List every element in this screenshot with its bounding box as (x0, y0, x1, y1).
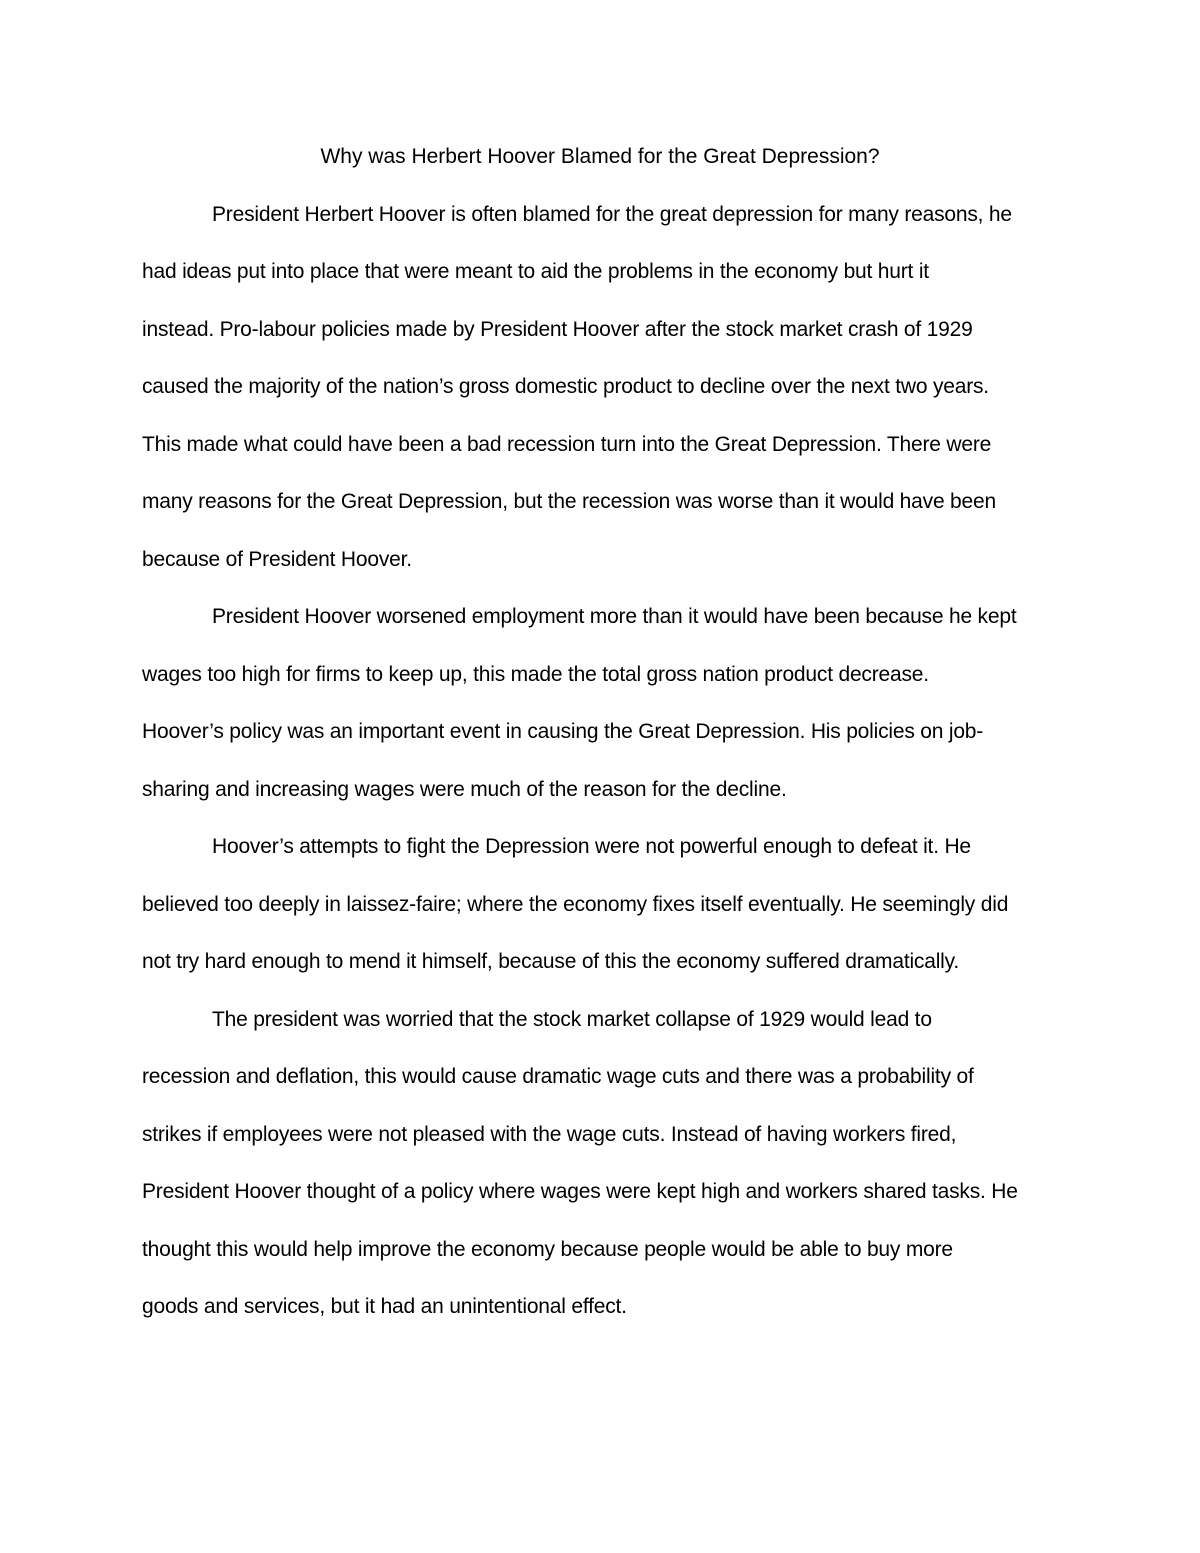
paragraph-1-line-2: had ideas put into place that were meant to aid the problems in the economy but hurt it (142, 260, 929, 283)
paragraph-4-line-1: The president was worried that the stock market collapse of 1929 would lead to (212, 1008, 932, 1031)
paragraph-2-line-2: wages too high for firms to keep up, this made the total gross nation product decrease. (142, 663, 929, 686)
paragraph-1-line-1: President Herbert Hoover is often blamed for the great depression for many reasons, he (212, 203, 1012, 226)
document-title: Why was Herbert Hoover Blamed for the Great Depression? (320, 145, 880, 168)
paragraph-4-line-5: thought this would help improve the economy because people would be able to buy more (142, 1238, 953, 1261)
paragraph-1-line-7: because of President Hoover. (142, 548, 412, 571)
paragraph-2-line-4: sharing and increasing wages were much of the reason for the decline. (142, 778, 787, 801)
paragraph-3-line-3: not try hard enough to mend it himself, because of this the economy suffered dramatically. (142, 950, 960, 973)
paragraph-1-line-5: This made what could have been a bad recession turn into the Great Depression. There were (142, 433, 992, 456)
paragraph-3-line-2: believed too deeply in laissez-faire; where the economy fixes itself eventually. He seemingly did (142, 893, 1009, 916)
paragraph-1-line-6: many reasons for the Great Depression, but the recession was worse than it would have been (142, 490, 996, 513)
paragraph-4-line-6: goods and services, but it had an unintentional effect. (142, 1295, 627, 1318)
paragraph-1-line-4: caused the majority of the nation’s gross domestic product to decline over the next two years. (142, 375, 989, 398)
paragraph-2-line-3: Hoover’s policy was an important event in causing the Great Depression. His policies on job- (142, 720, 984, 743)
paragraph-4-line-3: strikes if employees were not pleased with the wage cuts. Instead of having workers fired, (142, 1123, 957, 1146)
paragraph-1-line-3: instead. Pro-labour policies made by President Hoover after the stock market crash of 1929 (142, 318, 973, 341)
paragraph-4-line-4: President Hoover thought of a policy where wages were kept high and workers shared tasks. He (142, 1180, 1018, 1203)
paragraph-3-line-1: Hoover’s attempts to fight the Depression were not powerful enough to defeat it. He (212, 835, 971, 858)
paragraph-2-line-1: President Hoover worsened employment more than it would have been because he kept (212, 605, 1017, 628)
paragraph-4-line-2: recession and deflation, this would cause dramatic wage cuts and there was a probability of (142, 1065, 974, 1088)
